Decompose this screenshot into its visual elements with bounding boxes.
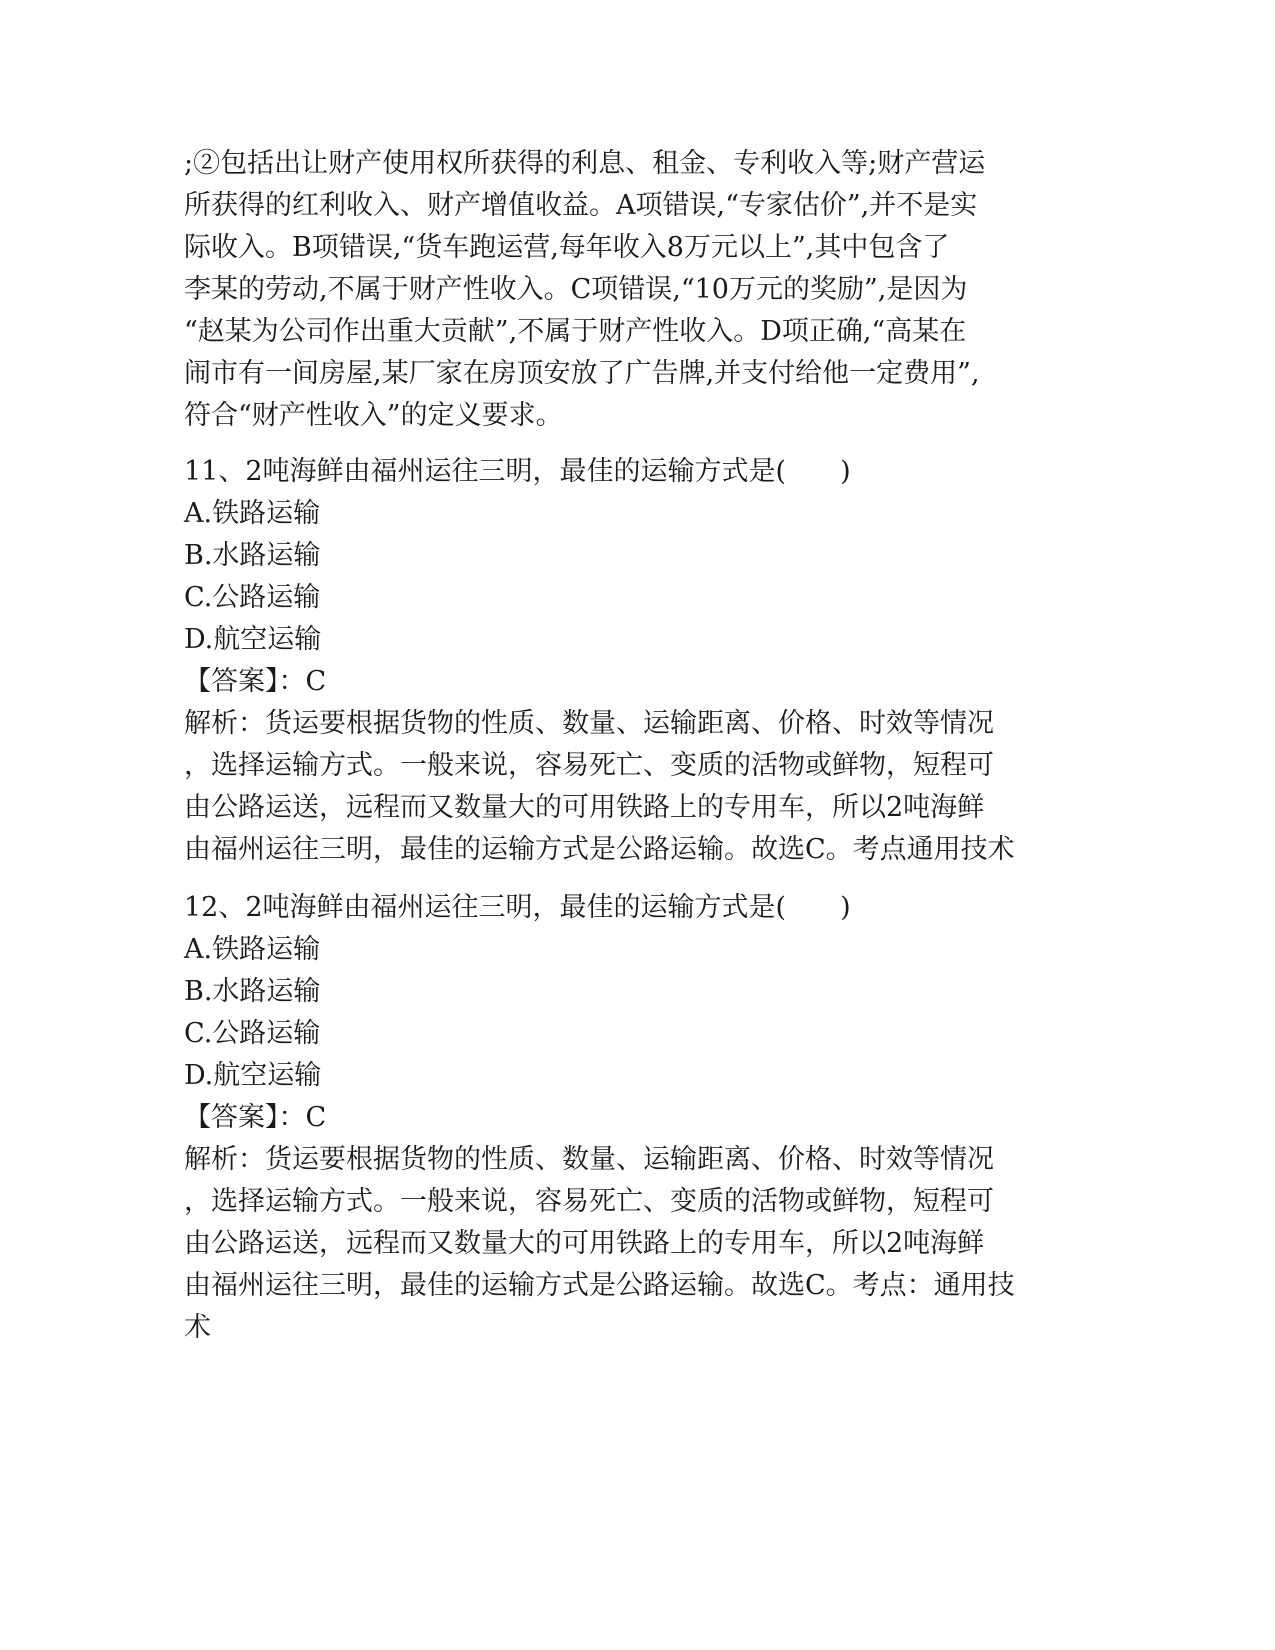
option-d: D.航空运输: [184, 624, 322, 655]
analysis-line: 由公路运送，远程而又数量大的可用铁路上的专用车，所以2吨海鲜: [184, 792, 985, 823]
analysis-line: 由公路运送，远程而又数量大的可用铁路上的专用车，所以2吨海鲜: [184, 1228, 985, 1259]
question-stem: 12、2吨海鲜由福州运往三明，最佳的运输方式是( ): [184, 892, 851, 923]
option-a: A.铁路运输: [184, 498, 321, 529]
explanation-line: 际收入。B项错误,“货车跑运营,每年收入8万元以上”,其中包含了: [184, 232, 950, 263]
analysis-line: 术: [184, 1312, 211, 1343]
previous-explanation: [184, 143, 1084, 437]
question-12: [184, 887, 1084, 1349]
explanation-line: ;②包括出让财产使用权所获得的利息、租金、专利收入等;财产营运: [184, 148, 986, 179]
explanation-line: 闹市有一间房屋,某厂家在房顶安放了广告牌,并支付给他一定费用”,: [184, 358, 980, 389]
option-c: C.公路运输: [184, 1018, 321, 1049]
question-stem: 11、2吨海鲜由福州运往三明，最佳的运输方式是( ): [184, 456, 851, 487]
analysis-line: ，选择运输方式。一般来说，容易死亡、变质的活物或鲜物，短程可: [184, 750, 994, 781]
explanation-line: 李某的劳动,不属于财产性收入。C项错误,“10万元的奖励”,是因为: [184, 274, 968, 305]
option-d: D.航空运输: [184, 1060, 322, 1091]
analysis-line: 由福州运往三明，最佳的运输方式是公路运输。故选C。考点：通用技: [184, 1270, 1015, 1301]
analysis-line: 由福州运往三明，最佳的运输方式是公路运输。故选C。考点通用技术: [184, 834, 1015, 865]
answer-label: 【答案】：C: [184, 1102, 327, 1133]
explanation-line: 符合“财产性收入”的定义要求。: [184, 400, 563, 431]
analysis-line: ，选择运输方式。一般来说，容易死亡、变质的活物或鲜物，短程可: [184, 1186, 994, 1217]
document-body: [184, 143, 1084, 1349]
question-11: [184, 451, 1084, 871]
option-b: B.水路运输: [184, 540, 321, 571]
option-a: A.铁路运输: [184, 934, 321, 965]
option-b: B.水路运输: [184, 976, 321, 1007]
explanation-line: 所获得的红利收入、财产增值收益。A项错误,“专家估价”,并不是实: [184, 190, 978, 221]
analysis-line: 解析：货运要根据货物的性质、数量、运输距离、价格、时效等情况: [184, 708, 994, 739]
option-c: C.公路运输: [184, 582, 321, 613]
analysis-line: 解析：货运要根据货物的性质、数量、运输距离、价格、时效等情况: [184, 1144, 994, 1175]
answer-label: 【答案】：C: [184, 666, 327, 697]
explanation-line: “赵某为公司作出重大贡献”,不属于财产性收入。D项正确,“高某在: [184, 316, 967, 347]
